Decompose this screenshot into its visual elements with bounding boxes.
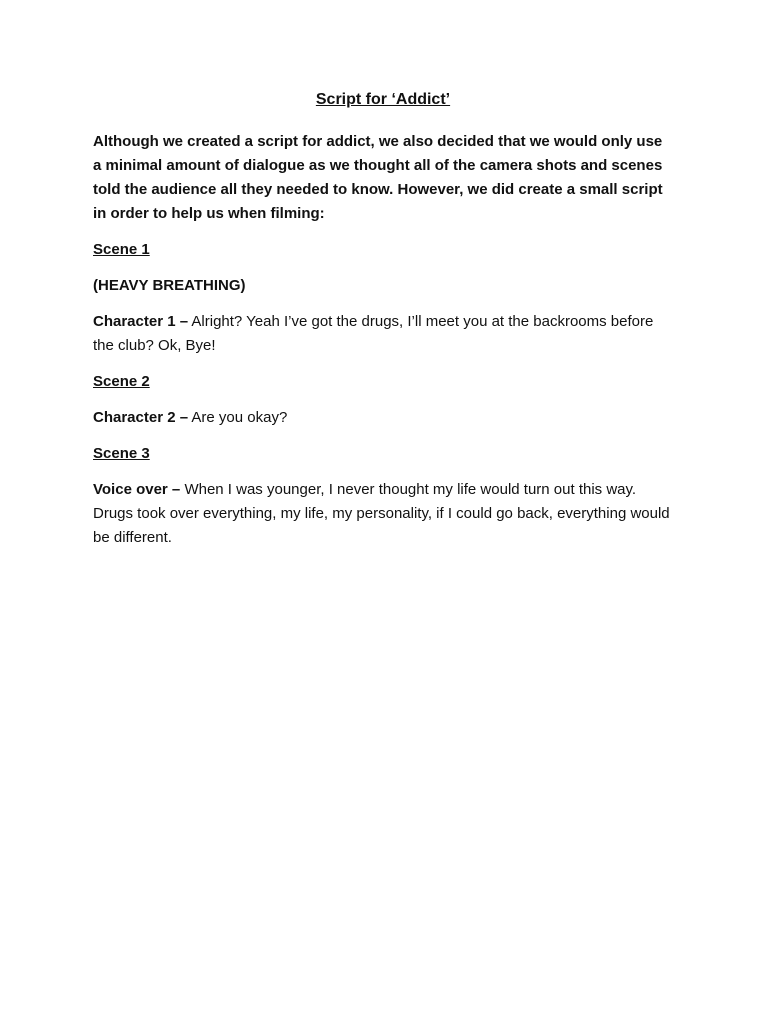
intro-paragraph: Although we created a script for addict, we also decided that we would only use a minimal amount of dialogue as we thought all of the camera shots and scenes told the audience all they needed to know. However, we did create a small script in order to help us when filming:: [93, 133, 663, 222]
scene-2-speaker: Character 2 –: [93, 409, 189, 426]
scene-1-heading: Scene 1: [93, 241, 150, 258]
scene-3-speaker: Voice over –: [93, 481, 181, 498]
scene-2-dialogue: [93, 406, 673, 430]
scene-2-line: Are you okay?: [188, 409, 288, 426]
scene-1-line: Alright? Yeah I’ve got the drugs, I’ll meet you at the backrooms before the club? Ok, Bye!: [93, 313, 654, 354]
document-title: Script for ‘Addict’: [315, 91, 451, 108]
scene-1-direction: (HEAVY BREATHING): [93, 277, 246, 294]
scene-1-dialogue: [93, 310, 673, 358]
scene-1-speaker: Character 1 –: [93, 313, 189, 330]
scene-3-dialogue: [93, 478, 673, 550]
scene-3-line: When I was younger, I never thought my life would turn out this way. Drugs took over everything, my life, my personality, if I could go back, everything would be different.: [93, 481, 670, 546]
document-page: [93, 88, 673, 562]
scene-2-heading: Scene 2: [93, 373, 150, 390]
scene-3-heading: Scene 3: [93, 445, 150, 462]
